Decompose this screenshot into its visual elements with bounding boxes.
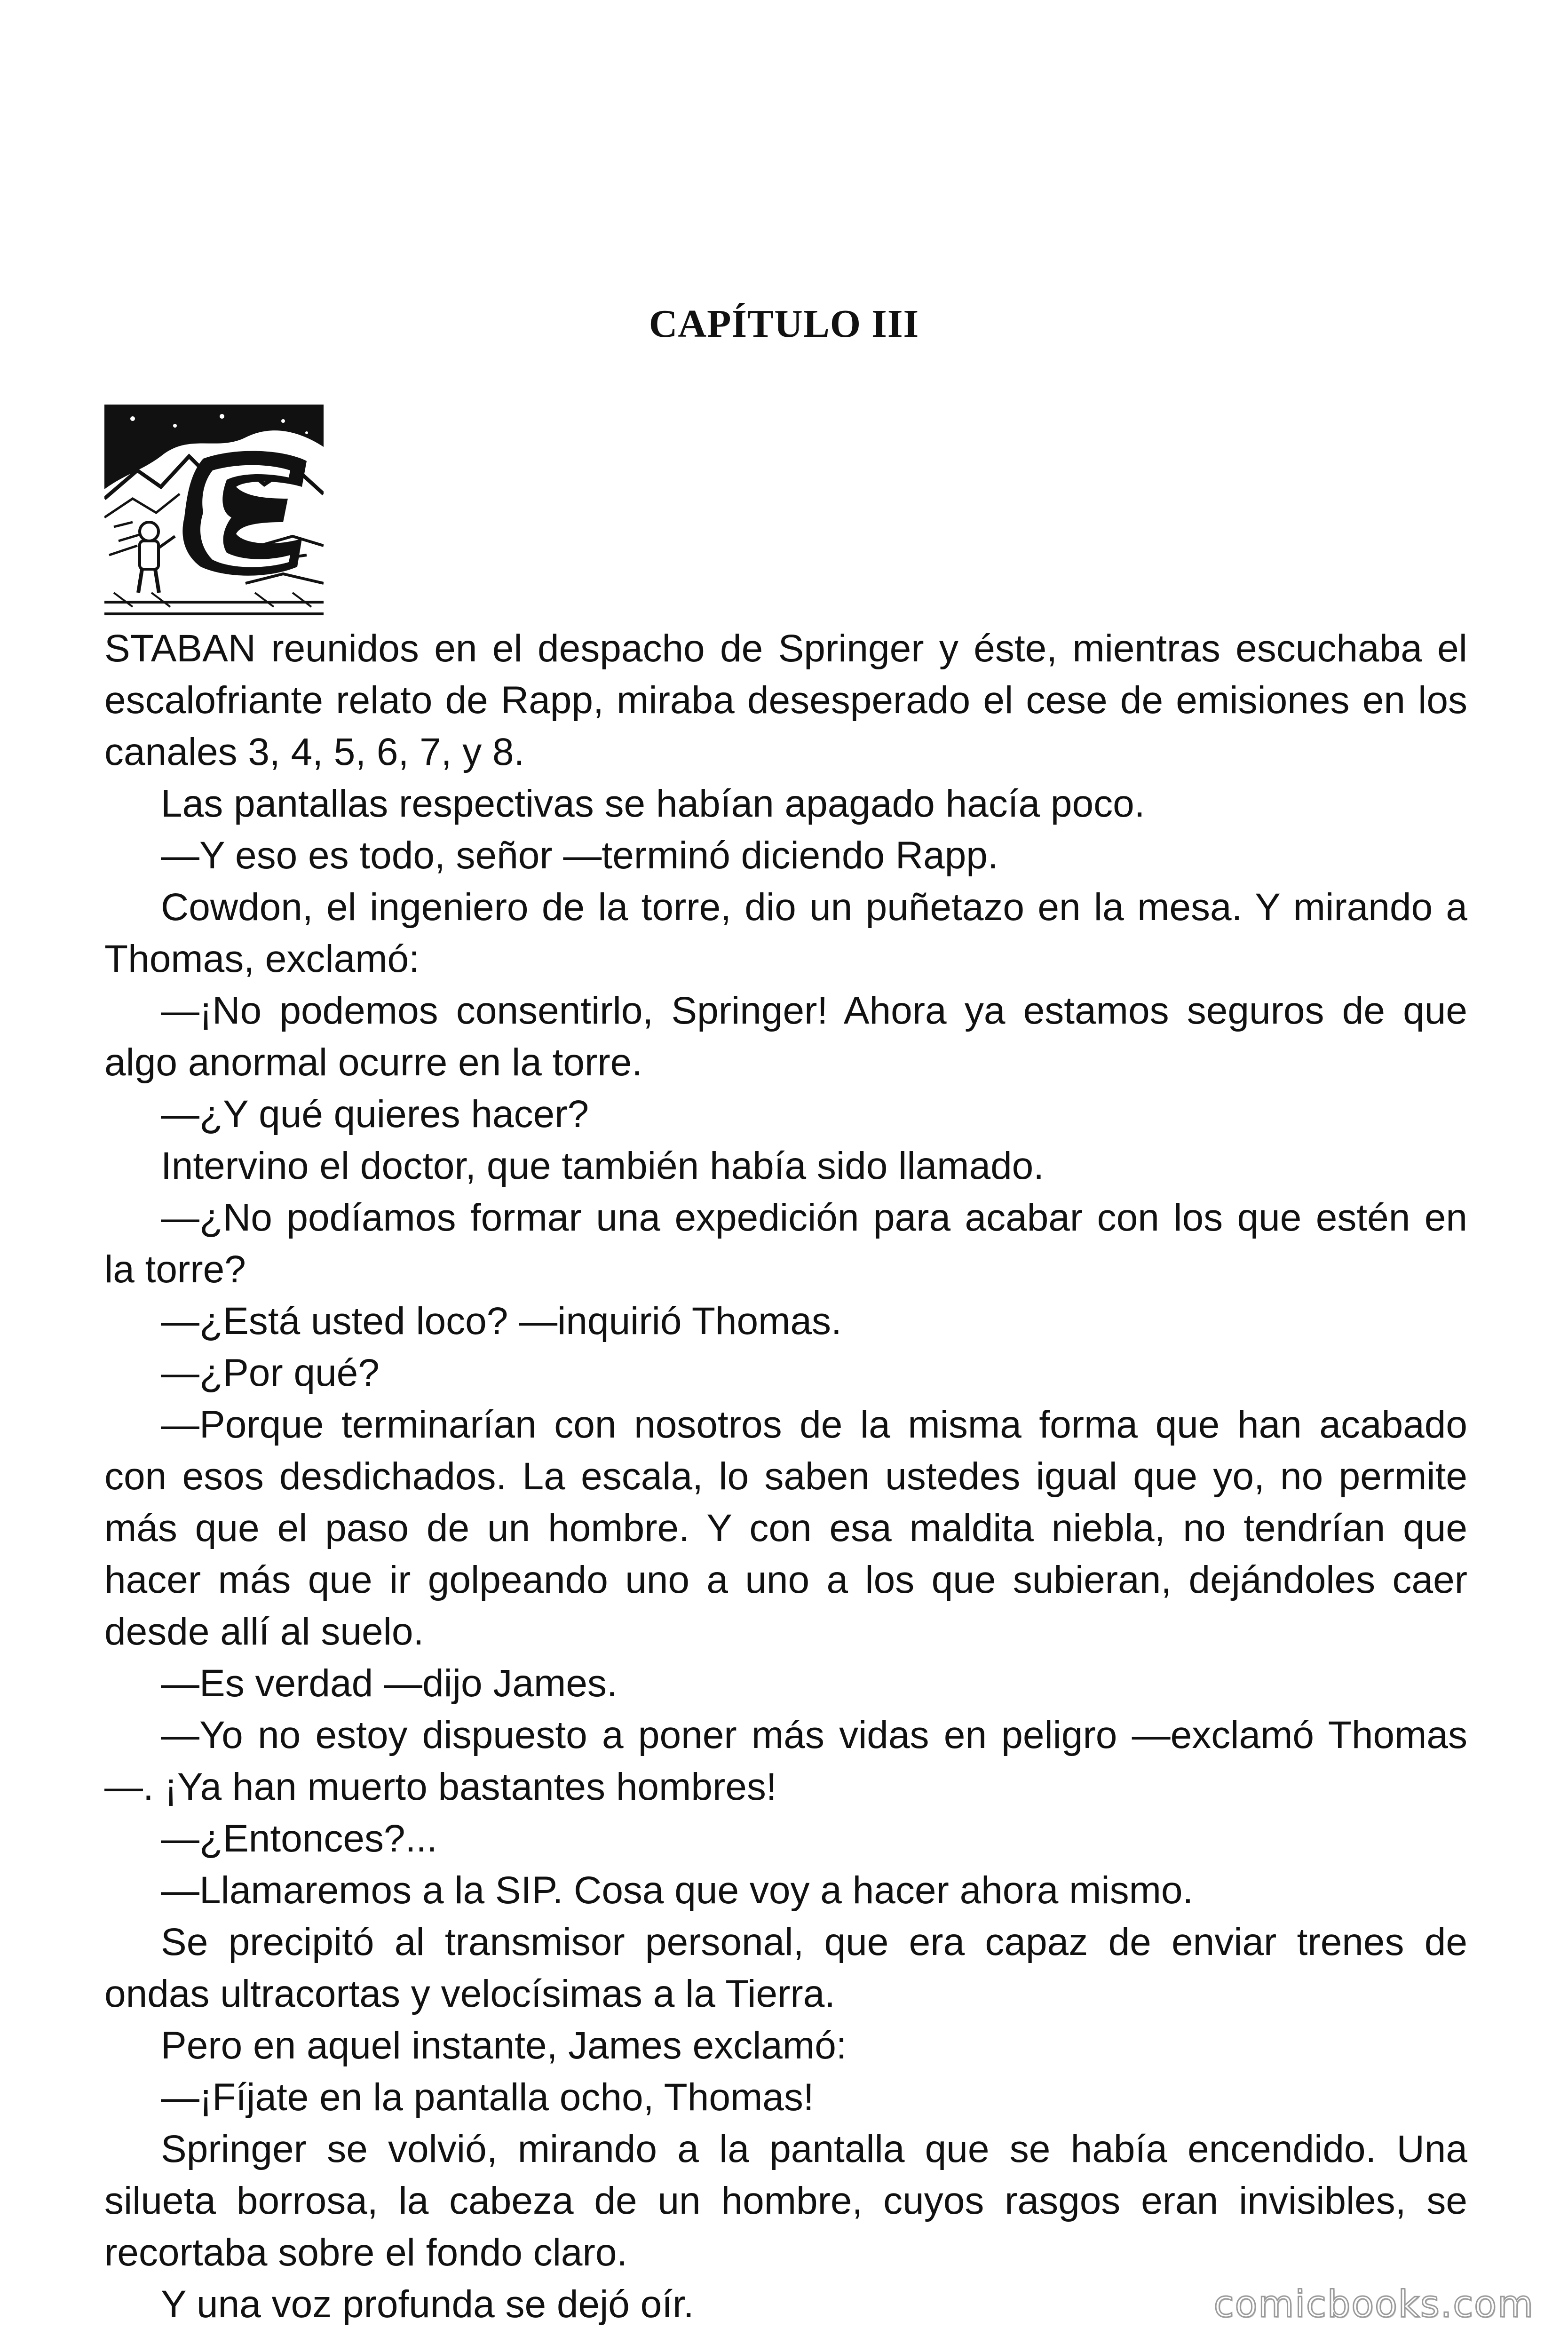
paragraph: Springer se volvió, mirando a la pantalla que se había encendido. Una silueta borrosa, la cabeza de un hombre, cuyos rasgos eran invisibles, se recortaba sobre el fondo claro. bbox=[104, 2128, 1467, 2274]
paragraph: —Porque terminarían con nosotros de la misma forma que han acabado con esos desdichados. La escala, lo saben ustedes igual que yo, no permite más que el paso de un hombre. Y con esa maldita niebla, no tendrían que hacer más que ir golpeando uno a uno a los que subieran, dejándoles caer desde allí al suelo. bbox=[104, 1403, 1467, 1653]
paragraph: —¿Por qué? bbox=[161, 1351, 380, 1394]
astronaut-illustration-icon bbox=[104, 405, 324, 626]
chapter-title: CAPÍTULO III bbox=[649, 302, 919, 346]
paragraph: —¡No podemos consentirlo, Springer! Ahora ya estamos seguros de que algo anormal ocurre en la torre. bbox=[104, 989, 1467, 1084]
paragraph: —¿Está usted loco? —inquirió Thomas. bbox=[161, 1300, 842, 1343]
paragraph: Y una voz profunda se dejó oír. bbox=[161, 2283, 694, 2326]
paragraph: —Y eso es todo, señor —terminó diciendo Rapp. bbox=[161, 834, 998, 877]
paragraph: —¡Fíjate en la pantalla ocho, Thomas! bbox=[161, 2076, 814, 2119]
paragraph: —Llamaremos a la SIP. Cosa que voy a hacer ahora mismo. bbox=[161, 1869, 1194, 1912]
paragraph: STABAN reunidos en el despacho de Springer y éste, mientras escuchaba el escalofriante relato de Rapp, miraba desesperado el cese de emisiones en los canales 3, 4, 5, 6, 7, y 8. bbox=[104, 627, 1467, 773]
paragraph: Intervino el doctor, que también había sido llamado. bbox=[161, 1144, 1045, 1187]
paragraph: —¿No podíamos formar una expedición para acabar con los que estén en la torre? bbox=[104, 1196, 1467, 1291]
drop-cap-illustration bbox=[104, 405, 324, 626]
paragraph: —Yo no estoy dispuesto a poner más vidas en peligro —exclamó Thomas—. ¡Ya han muerto bastantes hombres! bbox=[104, 1714, 1467, 1808]
paragraph: —¿Entonces?... bbox=[161, 1817, 437, 1860]
paragraph: —Es verdad —dijo James. bbox=[161, 1662, 618, 1705]
paragraph: Las pantallas respectivas se habían apagado hacía poco. bbox=[161, 782, 1145, 825]
paragraph: Pero en aquel instante, James exclamó: bbox=[161, 2024, 847, 2067]
paragraph: Se precipitó al transmisor personal, que era capaz de enviar trenes de ondas ultracortas y velocísimas a la Tierra. bbox=[104, 1921, 1467, 2015]
watermark: comicbooks.com bbox=[1213, 2283, 1534, 2326]
paragraph: —¿Y qué quieres hacer? bbox=[161, 1093, 589, 1136]
chapter-body bbox=[104, 623, 1467, 2330]
paragraph: Cowdon, el ingeniero de la torre, dio un puñetazo en la mesa. Y mirando a Thomas, exclamó: bbox=[104, 886, 1467, 980]
